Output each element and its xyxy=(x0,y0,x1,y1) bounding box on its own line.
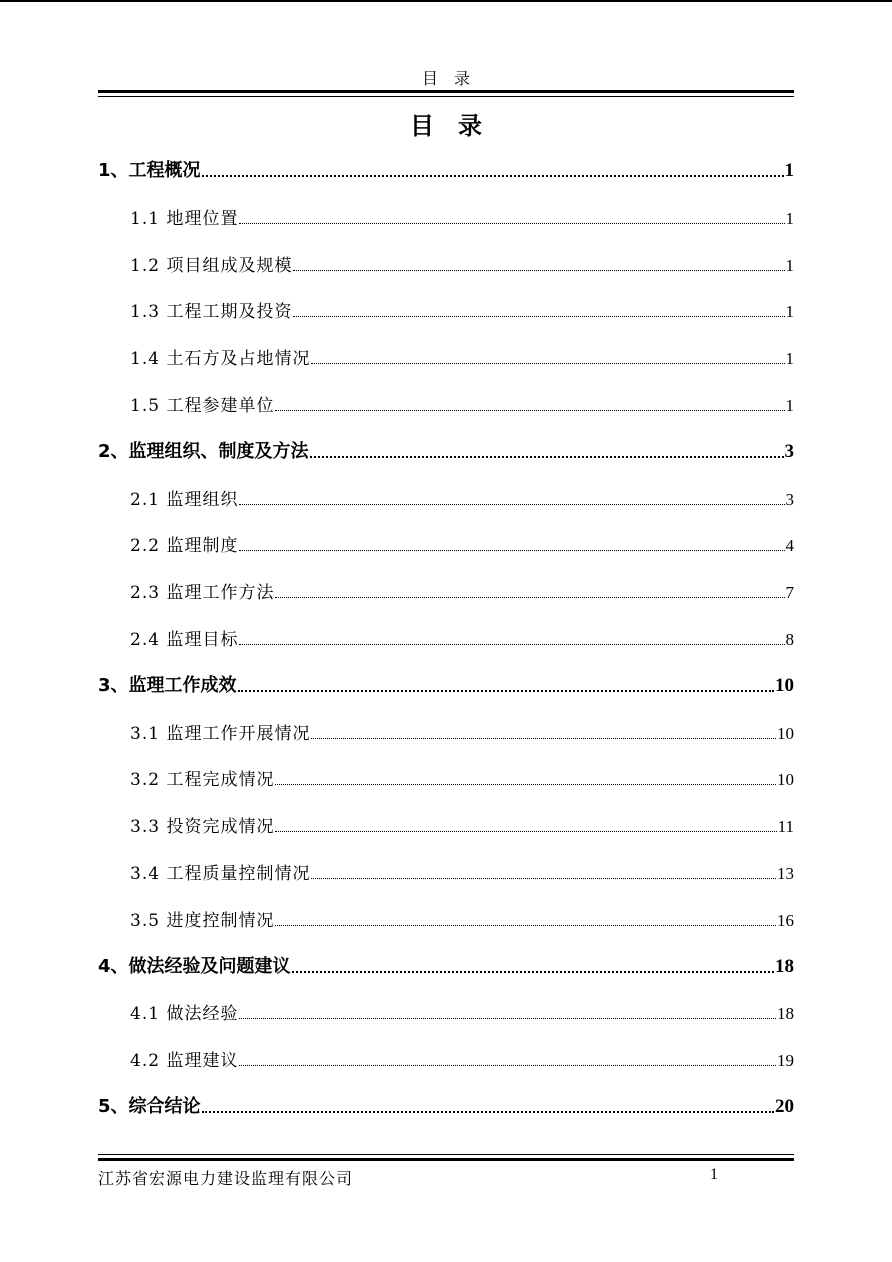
toc-entry-page: 10 xyxy=(777,723,794,743)
toc-entry-number: 2.3 xyxy=(130,583,167,604)
toc-entry-number: 3.4 xyxy=(130,864,167,884)
toc-entry-section[interactable] xyxy=(130,905,794,931)
toc-entry-label xyxy=(98,156,201,182)
toc-entry-number: 1.3 xyxy=(130,302,167,323)
toc-entry-number: 2、 xyxy=(98,440,129,462)
toc-entry-section[interactable] xyxy=(130,811,794,837)
toc-dot-leader xyxy=(239,998,776,1019)
toc-entry-chapter[interactable] xyxy=(98,671,794,697)
toc-entry-title: 监理目标 xyxy=(166,630,239,650)
toc-entry-number: 4.2 xyxy=(130,1051,167,1072)
footer-company: 江苏省宏源电力建设监理有限公司 xyxy=(98,1169,354,1188)
toc-entry-number: 3.1 xyxy=(130,723,167,744)
toc-entry-label xyxy=(130,204,238,229)
toc-entry-label xyxy=(98,952,291,978)
toc-dot-leader xyxy=(311,718,776,739)
toc-entry-section[interactable] xyxy=(130,530,794,556)
running-header: 目录 xyxy=(421,69,486,88)
toc-entry-page: 20 xyxy=(775,1096,794,1117)
toc-entry-title: 工程质量控制情况 xyxy=(166,864,311,884)
toc-entry-section[interactable] xyxy=(130,250,794,276)
toc-entry-page: 1 xyxy=(785,396,794,415)
toc-entry-label xyxy=(130,251,292,276)
footer-page-number: 1 xyxy=(710,1166,718,1183)
toc-entry-section[interactable] xyxy=(130,624,794,650)
toc-entry-number: 3、 xyxy=(98,674,129,696)
toc-entry-section[interactable] xyxy=(130,390,794,416)
toc-entry-chapter[interactable] xyxy=(98,1092,794,1118)
toc-entry-chapter[interactable] xyxy=(98,156,794,182)
footer-rule-thin xyxy=(98,1154,794,1155)
toc-entry-title: 监理组织、制度及方法 xyxy=(128,440,309,462)
toc-entry-page: 3 xyxy=(784,440,794,462)
toc-dot-leader xyxy=(238,670,774,692)
toc-entry-title: 监理建议 xyxy=(166,1051,239,1072)
toc-entry-label xyxy=(130,1046,238,1071)
toc-entry-page: 3 xyxy=(785,489,794,509)
toc-entry-title: 投资完成情况 xyxy=(166,817,275,838)
toc-entry-page: 1 xyxy=(785,302,794,322)
toc-entry-section[interactable] xyxy=(130,718,794,744)
header-rule-thin xyxy=(98,96,794,97)
toc-entry-section[interactable] xyxy=(130,577,794,603)
toc-entry-title: 监理工作方法 xyxy=(166,583,275,604)
toc-dot-leader xyxy=(293,296,784,317)
toc-entry-title: 工程完成情况 xyxy=(166,770,275,791)
toc-entry-page: 8 xyxy=(785,630,794,649)
toc-dot-leader xyxy=(239,484,784,505)
toc-dot-leader xyxy=(310,436,784,458)
toc-entry-section[interactable] xyxy=(130,764,794,790)
toc-dot-leader xyxy=(292,951,774,973)
toc-entry-section[interactable] xyxy=(130,343,794,369)
toc-entry-page: 11 xyxy=(777,817,794,837)
toc-entry-label xyxy=(130,485,238,510)
toc-dot-leader xyxy=(202,1091,774,1113)
toc-entry-number: 3.2 xyxy=(130,770,167,791)
toc-entry-label xyxy=(130,297,292,322)
toc-entry-label xyxy=(130,812,274,837)
toc-entry-number: 2.4 xyxy=(130,630,167,650)
toc-dot-leader xyxy=(311,343,784,364)
toc-entry-number: 1.2 xyxy=(130,255,167,276)
toc-entry-label xyxy=(130,391,274,416)
toc-title: 目录 xyxy=(410,112,506,140)
toc-entry-section[interactable] xyxy=(130,296,794,322)
toc-entry-number: 4.1 xyxy=(130,1004,167,1025)
page-top-border xyxy=(0,0,892,2)
toc-entry-title: 工程概况 xyxy=(128,160,201,181)
toc-entry-page: 1 xyxy=(785,255,794,275)
footer-rule-thick xyxy=(98,1158,794,1161)
toc-entry-title: 地理位置 xyxy=(166,208,239,229)
toc-entry-title: 综合结论 xyxy=(128,1096,201,1117)
toc-entry-number: 5、 xyxy=(98,1096,129,1117)
toc-entry-title: 做法经验 xyxy=(166,1004,239,1025)
toc-dot-leader xyxy=(275,905,776,926)
toc-entry-title: 监理组织 xyxy=(166,489,239,510)
toc-entry-label xyxy=(130,765,274,790)
toc-entry-section[interactable] xyxy=(130,858,794,884)
toc-dot-leader xyxy=(275,764,776,785)
toc-entry-label xyxy=(98,437,309,463)
toc-dot-leader xyxy=(275,390,784,411)
toc-entry-title: 监理工作成效 xyxy=(128,674,237,696)
toc-entry-page: 7 xyxy=(785,583,794,603)
toc-entry-section[interactable] xyxy=(130,203,794,229)
toc-entry-title: 监理工作开展情况 xyxy=(166,723,311,744)
toc-dot-leader xyxy=(275,577,784,598)
toc-entry-label xyxy=(130,625,238,650)
toc-entry-label xyxy=(98,1092,201,1118)
toc-entry-label xyxy=(130,578,274,603)
header-rule-thick xyxy=(98,90,794,93)
toc-entry-label xyxy=(130,999,238,1024)
toc-entry-page: 1 xyxy=(785,208,794,228)
toc-entry-section[interactable] xyxy=(130,1045,794,1071)
toc-entry-page: 13 xyxy=(777,864,794,883)
toc-dot-leader xyxy=(202,155,784,177)
toc-entry-number: 1.4 xyxy=(130,349,167,370)
toc-entry-page: 18 xyxy=(777,1004,794,1024)
toc-entry-number: 4、 xyxy=(98,955,129,977)
toc-entry-label xyxy=(130,531,238,556)
toc-entry-page: 18 xyxy=(775,955,794,977)
toc-entry-section[interactable] xyxy=(130,484,794,510)
toc-entry-number: 1.1 xyxy=(130,208,167,229)
toc-entry-page: 19 xyxy=(777,1051,794,1071)
toc-entry-label xyxy=(98,671,237,697)
toc-entry-number: 1、 xyxy=(98,160,129,181)
toc-dot-leader xyxy=(293,250,784,271)
toc-entry-title: 进度控制情况 xyxy=(166,910,275,931)
toc-entry-chapter[interactable] xyxy=(98,437,794,463)
toc-dot-leader xyxy=(275,811,776,832)
toc-entry-page: 10 xyxy=(775,674,794,696)
toc-entry-page: 1 xyxy=(784,160,794,181)
toc-entry-title: 土石方及占地情况 xyxy=(166,349,311,370)
toc-dot-leader xyxy=(239,624,784,645)
toc-entry-label xyxy=(130,719,310,744)
toc-entry-page: 10 xyxy=(777,770,794,790)
toc-entry-number: 3.5 xyxy=(130,910,167,931)
toc-entry-number: 3.3 xyxy=(130,817,167,838)
toc-entry-title: 监理制度 xyxy=(166,536,239,557)
toc-entry-page: 1 xyxy=(785,349,794,369)
toc-entry-section[interactable] xyxy=(130,998,794,1024)
toc-entry-title: 工程参建单位 xyxy=(166,396,275,416)
toc-entry-page: 4 xyxy=(785,536,794,556)
toc-entry-chapter[interactable] xyxy=(98,952,794,978)
toc-entry-label xyxy=(130,859,310,884)
toc-entry-number: 2.1 xyxy=(130,489,167,510)
toc-entry-label xyxy=(130,344,310,369)
toc-entry-label xyxy=(130,906,274,931)
toc-dot-leader xyxy=(239,530,784,551)
toc-entry-title: 工程工期及投资 xyxy=(166,302,293,323)
toc-entry-number: 1.5 xyxy=(130,396,167,416)
toc-entry-number: 2.2 xyxy=(130,536,167,557)
toc-dot-leader xyxy=(239,203,784,224)
toc-dot-leader xyxy=(239,1045,776,1066)
toc-entry-title: 做法经验及问题建议 xyxy=(128,955,291,977)
toc-dot-leader xyxy=(311,858,776,879)
toc-entry-title: 项目组成及规模 xyxy=(166,255,293,276)
toc-entry-page: 16 xyxy=(777,910,794,930)
